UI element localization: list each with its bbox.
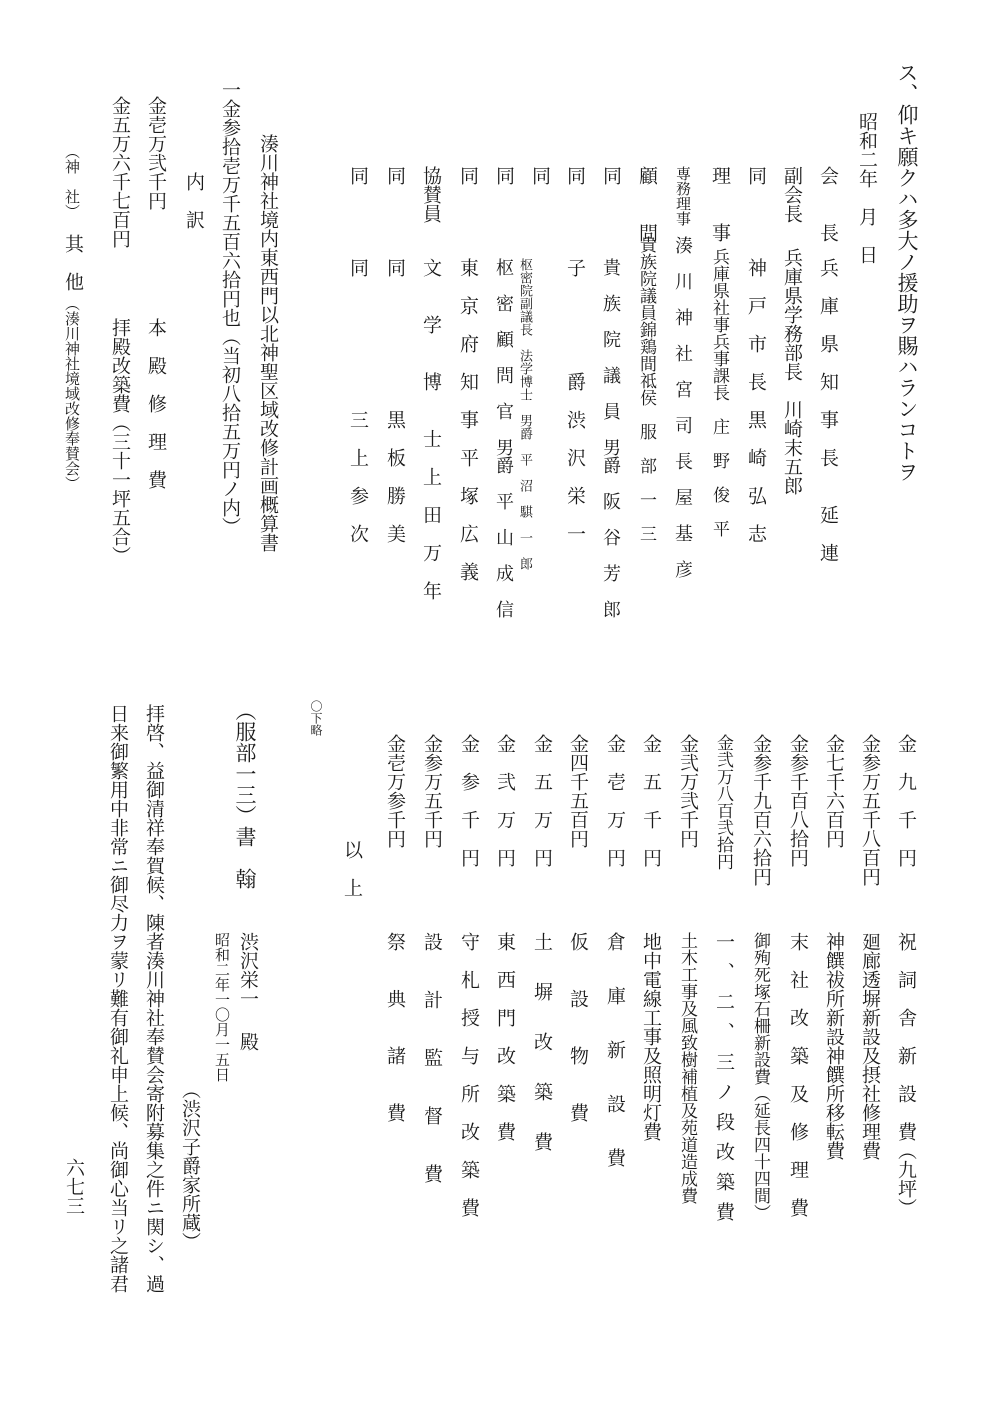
expense-purpose: 祭 典 諸 費 (384, 932, 406, 1122)
officer-name: 枢 密 顧 問 官 男爵 平 山 成 信 (493, 258, 514, 618)
expense-amount: 金参万五千八百円 (859, 734, 881, 886)
budget-title: 湊川神社境内東西門以北神聖区域改修計画概算書 (257, 134, 279, 552)
expense-amount: 金 参 千 円 (458, 734, 480, 867)
expense-purpose: 廻廊透塀新設及摂社修理費 (859, 932, 881, 1160)
expense-amount: 金弐万八百弐拾円 (713, 734, 733, 870)
budget-total: 一金参拾壱万千五百六拾円也（当初八拾五万円ノ内） (219, 80, 241, 536)
expense-amount: 金弐万弐千円 (677, 734, 699, 848)
expense-amount: 金壱万参千円 (384, 734, 406, 848)
officer-role: 同 (457, 166, 479, 185)
officer-role: 同 (564, 166, 586, 185)
officer-name: 同 三 上 参 次 (347, 258, 369, 543)
addressee-suffix: 殿 (237, 1032, 259, 1051)
other-note: （湊川神社境域改修奉賛会） (63, 296, 81, 491)
expense-amount: 金参万五千円 (421, 734, 443, 848)
officer-name: 貴族院議員錦鶏間祗侯 服 部 一 三 (636, 236, 656, 542)
other-label: 其 他 (62, 234, 84, 291)
letter-heading: （服部一三）書 翰 (233, 700, 257, 889)
expense-amount: 金 五 万 円 (531, 734, 553, 867)
expense-purpose: 設 計 監 督 費 (421, 932, 443, 1193)
text-col-1: ス、仰キ願クハ多大ノ援助ヲ賜ハランコトヲ (895, 62, 919, 482)
expense-purpose: 土 塀 改 築 費 (531, 932, 553, 1157)
item-purpose: 本 殿 修 理 費 (145, 318, 167, 489)
expense-purpose: 末 社 改 築 及 修 理 費 (787, 932, 809, 1217)
sender-name: 渋沢栄一 (237, 932, 259, 1008)
date-line: 昭和二年 月 日 (856, 112, 878, 264)
officer-name: 兵庫県社事兵事課長 庄 野 俊 平 (709, 248, 729, 537)
officer-role: 顧 問 (636, 166, 658, 242)
shrine-label: （神 社） (63, 144, 81, 219)
item-amount: 金五万六千七百円 (109, 96, 131, 248)
officer-role: 同 (347, 166, 369, 185)
expense-purpose: 祝 詞 舎 新 設 費（九坪） (895, 932, 917, 1217)
officer-name: 同 黒 板 勝 美 (384, 258, 406, 543)
expense-purpose: 一、二、三ノ段改築費 (713, 932, 735, 1232)
officer-name: 文 学 博 士 上 田 万 年 (420, 258, 442, 600)
expense-amount: 金 弐 万 円 (494, 734, 516, 867)
officer-role: 理 事 (709, 166, 731, 242)
expense-amount: 金 壱 万 円 (604, 734, 626, 867)
breakdown-label: 内 訳 (183, 172, 205, 229)
officer-name: 貴 族 院 議 員 男爵 阪 谷 芳 郎 (600, 258, 621, 618)
expense-purpose: 守 札 授 与 所 改 築 費 (458, 932, 480, 1217)
officer-role: 協賛員 (420, 166, 442, 223)
expense-amount: 金七千六百円 (823, 734, 845, 848)
expense-purpose: 地中電線工事及照明灯費 (640, 932, 662, 1141)
source-note: （渋沢子爵家所蔵） (179, 1080, 201, 1251)
officer-name: 神 戸 市 長 黒 崎 弘 志 (745, 258, 767, 543)
item-amount: 金壱万弐千円 (145, 96, 167, 210)
officer-name: 兵庫県学務部長 川崎末五郎 (781, 248, 803, 495)
officer-name: 子 爵 渋 沢 栄 一 (564, 258, 586, 543)
page-number: 六七三 (63, 1158, 85, 1215)
officer-name: 兵 庫 県 知 事 長 延 連 (817, 258, 839, 562)
expense-purpose: 仮 設 物 費 (567, 932, 589, 1122)
letter-date: 昭和二年一〇月一五日 (213, 932, 231, 1082)
item-purpose: 拝殿改築費（三十一坪五合） (109, 318, 131, 565)
officer-role: 同 (384, 166, 406, 185)
expense-amount: 金四千五百円 (567, 734, 589, 848)
officer-role: 専務理事 (674, 166, 692, 226)
expense-purpose: 土木工事及風致樹補植及苑道造成費 (677, 932, 697, 1204)
officer-role: 同 (600, 166, 622, 185)
expense-amount: 金 五 千 円 (640, 734, 662, 867)
expense-amount: 金参千百八拾円 (787, 734, 809, 867)
expense-amount: 金参千九百六拾円 (750, 734, 772, 886)
expense-purpose: 神饌祓所新設神饌所移転費 (823, 932, 845, 1160)
officer-name: 湊 川 神 社 宮 司 長 屋 基 彦 (672, 236, 693, 578)
officer-name: 枢密院副議長 法学博士 男爵 平 沼 騏 一 郎 (517, 258, 532, 570)
expense-amount: 金 九 千 円 (895, 734, 917, 867)
closing-text: 以 上 (341, 840, 363, 897)
expense-purpose: 倉 庫 新 設 費 (604, 932, 626, 1175)
officer-role: 副会長 (781, 166, 803, 223)
officer-role: 同 (529, 166, 551, 185)
expense-purpose: 御殉死塚石柵新設費（延長四十四間） (750, 932, 770, 1221)
letter-line: 拝啓、益御清祥奉賀候、陳者湊川神社奉賛会寄附募集之件ニ関シ、過 (143, 704, 165, 1293)
officer-role: 会 長 (817, 166, 839, 242)
omitted-note: 〇下略 (309, 700, 323, 736)
letter-line: 日来御繁用中非常ニ御尽力ヲ蒙リ難有御礼申上候、尚御心当リ之諸君 (107, 704, 129, 1293)
expense-purpose: 東 西 門 改 築 費 (494, 932, 516, 1141)
officer-role: 同 (493, 166, 515, 185)
officer-name: 東 京 府 知 事 平 塚 広 義 (457, 258, 479, 581)
officer-role: 同 (745, 166, 767, 185)
